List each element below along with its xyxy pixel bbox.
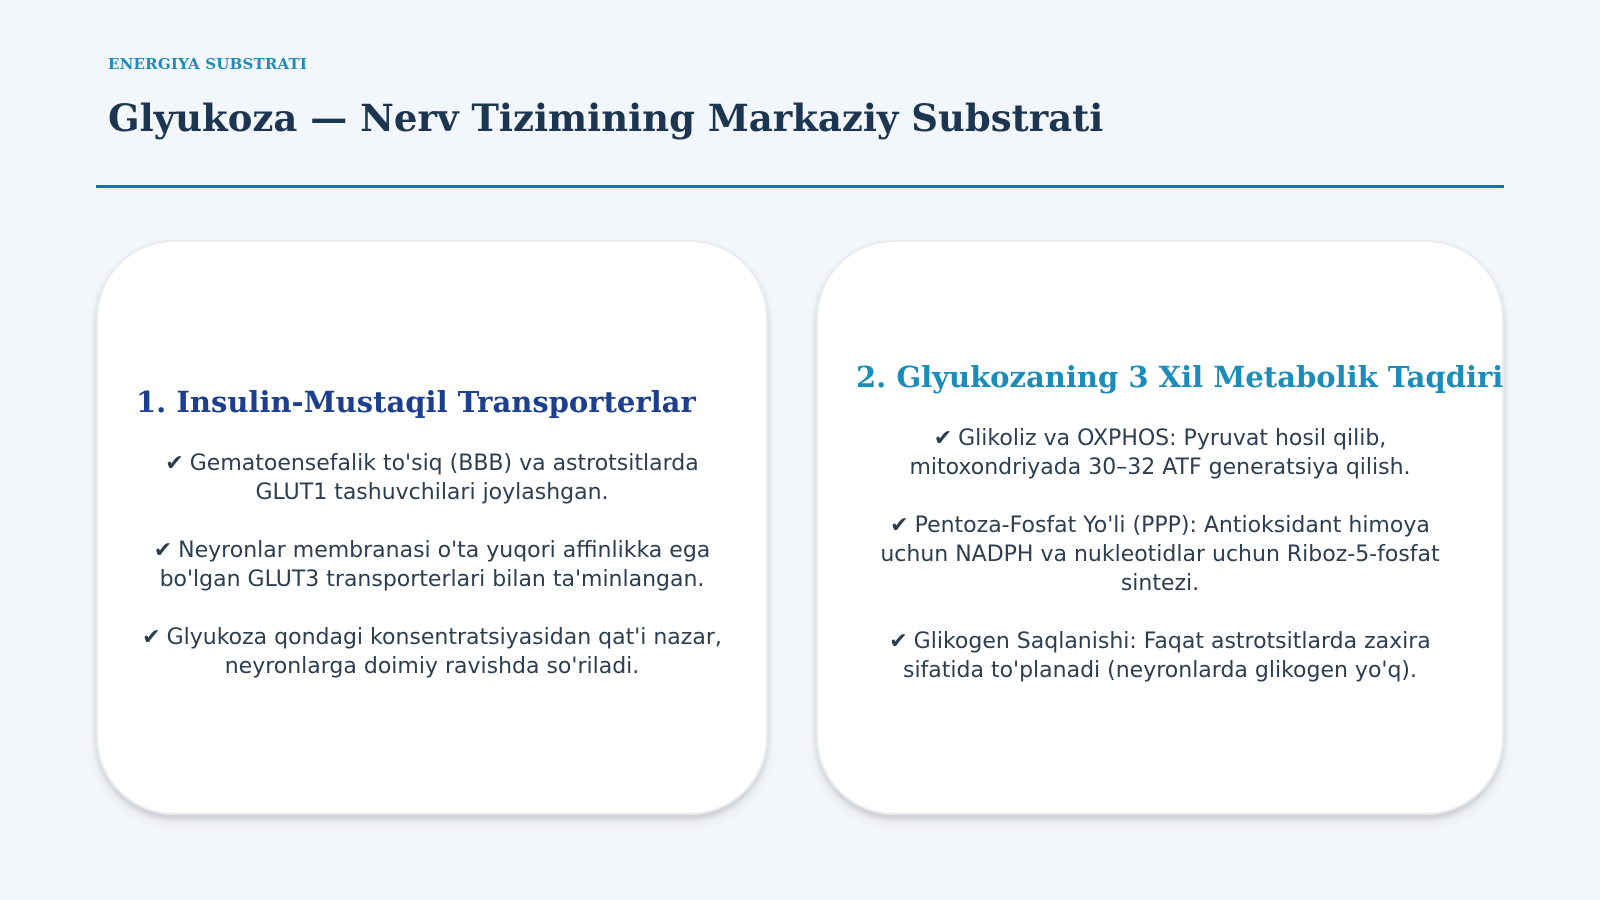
card-heading: 1. Insulin-Mustaqil Transporterlar (136, 384, 696, 419)
checkmark-icon: ✔ (153, 537, 173, 563)
item-text: Glikogen Saqlanishi: Faqat astrotsitlarda zaxira sifatida to'planadi (neyronlarda glikogen yo'q). (902, 629, 1431, 683)
item-text: Pentoza-Fosfat Yo'li (PPP): Antioksidant himoya uchun NADPH va nukleotidlar uchun Riboz-5-fosfat sintezi. (880, 513, 1440, 596)
checkmark-icon: ✔ (165, 450, 184, 476)
checkmark-icon: ✔ (933, 426, 953, 451)
list-item (856, 627, 1464, 685)
card-heading: 2. Glyukozaning 3 Xil Metabolik Taqdiri (856, 360, 1504, 394)
item-text: Glikoliz va OXPHOS: Pyruvat hosil qilib, mitoxondriyada 30–32 ATF generatsiya qilish. (909, 426, 1411, 480)
item-text: Neyronlar membranasi o'ta yuqori affinlikka ega bo'lgan GLUT3 transporterlari bilan ta'minlangan. (159, 537, 711, 592)
checkmark-icon: ✔ (889, 629, 908, 654)
card-transporters (96, 240, 768, 815)
card-metabolic-fates (816, 240, 1504, 815)
item-text: Gematoensefalik to'siq (BBB) va astrotsitlarda GLUT1 tashuvchilari joylashgan. (189, 450, 699, 505)
list-item (136, 449, 728, 507)
list-item (856, 511, 1464, 598)
card-content (98, 385, 766, 681)
checkmark-icon: ✔ (142, 624, 161, 650)
list-item (136, 536, 728, 594)
slide-title: Glyukoza — Nerv Tizimining Markaziy Substrati (108, 96, 1104, 140)
title-divider (96, 185, 1504, 188)
item-text: Glyukoza qondagi konsentratsiyasidan qat'i nazar, neyronlarga doimiy ravishda so'riladi. (166, 624, 722, 679)
list-item (136, 623, 728, 681)
section-kicker: ENERGIYA SUBSTRATI (108, 55, 308, 73)
card-content (818, 360, 1502, 685)
checkmark-icon: ✔ (890, 513, 909, 538)
list-item (856, 424, 1464, 482)
